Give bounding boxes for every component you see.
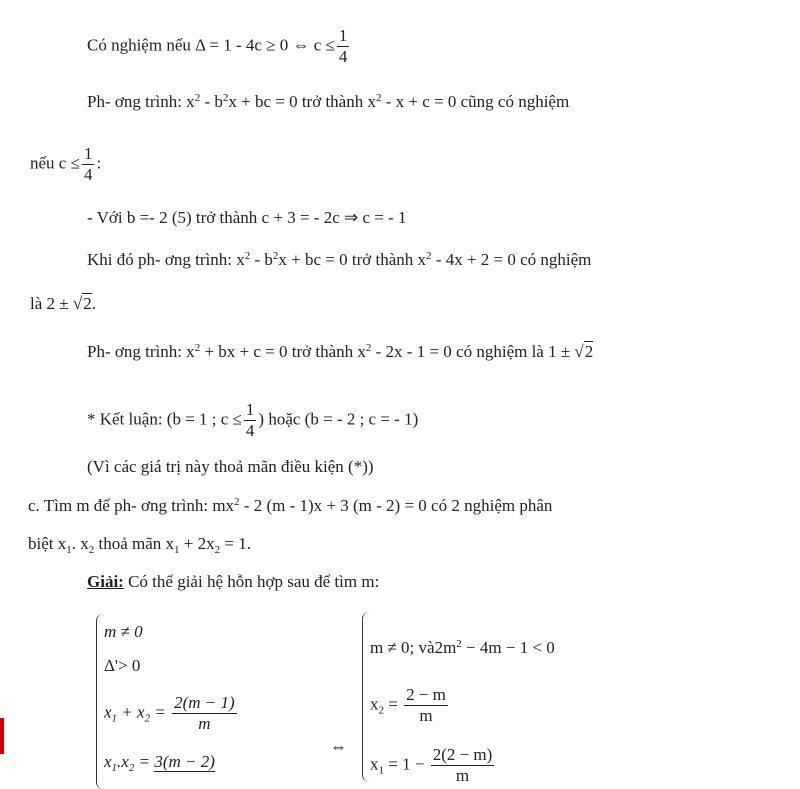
text: = [384, 694, 403, 714]
numerator: 1 [338, 26, 348, 45]
text: (Vì các giá trị này thoả mãn điều kiện (*)) [87, 457, 374, 476]
line-then-equation [87, 250, 591, 270]
sys-right-row-1 [370, 638, 555, 658]
text: * Kết luận: (b = 1 ; [87, 409, 221, 429]
sys-right-row-2 [370, 685, 450, 726]
sup: 2 [194, 92, 201, 104]
line-second-equation [87, 342, 593, 362]
line-condition-delta [87, 26, 351, 67]
sub: 2 [214, 544, 221, 556]
numerator: 2(2 − m) [432, 745, 493, 764]
fraction [82, 144, 95, 185]
solution-label: Giải: [87, 572, 124, 591]
text: m ≠ 0; và2m [370, 638, 457, 657]
text: - 2 (m - 1)x + 3 (m - 2) = 0 có 2 nghiệm phân [239, 496, 553, 515]
text: − 4m − 1 < 0 [461, 638, 555, 657]
denominator: 4 [338, 47, 348, 66]
text: . [91, 294, 96, 313]
text: = [150, 702, 171, 722]
text: c ≤ [220, 409, 242, 429]
text: - b [200, 92, 223, 111]
sub: 2 [128, 762, 135, 774]
sys-left-row-3 [104, 693, 239, 734]
line-part-c [28, 496, 552, 516]
sub: 2 [378, 704, 384, 717]
line-roots [30, 294, 96, 314]
equivalence-symbol: ⇔ [330, 737, 347, 756]
fraction [337, 26, 350, 67]
denominator: 4 [245, 421, 255, 440]
sup: 2 [244, 250, 251, 262]
denominator: m [198, 714, 211, 733]
text: x [104, 702, 112, 722]
line-reason [87, 457, 374, 477]
sub: 1 [174, 544, 180, 556]
text: Có nghiệm nếu Δ = 1 - 4c ≥ 0 ⇔ [87, 35, 314, 55]
text: là 2 ± √ [30, 294, 83, 313]
text: c. Tìm m để ph- ơng trình: mx [28, 496, 235, 515]
sup: 2 [272, 250, 279, 262]
text: x [104, 752, 112, 771]
sup: 2 [234, 496, 240, 508]
fraction [431, 745, 495, 786]
sqrt: 2 [83, 294, 92, 313]
line-part-c-cont [28, 534, 251, 554]
numerator: 2 − m [406, 685, 446, 704]
text: + bx + c = 0 trở thành x [200, 342, 366, 361]
text: x + bc = 0 trở thành x [228, 92, 376, 111]
text: Có thể giải hệ hỗn hợp sau để tìm m: [123, 572, 380, 591]
left-brace [96, 614, 103, 789]
sys-right-row-3 [370, 745, 496, 786]
sub: 2 [144, 712, 151, 725]
fraction [244, 400, 257, 441]
sub: 1 [378, 764, 384, 777]
sys-left-row-2: Δ'> 0 [104, 656, 141, 675]
text: = 1. [220, 534, 251, 553]
text: ) hoặc (b = - 2 ; c = - 1) [258, 409, 419, 429]
text: c ≤ [58, 153, 80, 173]
sqrt: 2 [584, 342, 594, 361]
text: Khi đó ph- ơng trình: x [87, 250, 245, 269]
sup: 2 [222, 92, 229, 104]
text: thoả mãn x [94, 534, 175, 553]
sys-left-row-4 [104, 752, 215, 772]
text: - 2x - 1 = 0 có nghiệm là 1 ± √ [371, 342, 584, 361]
fraction [404, 685, 448, 726]
sup: 2 [426, 250, 432, 262]
line-conclusion [87, 400, 418, 441]
denominator: 4 [83, 165, 93, 184]
sup: 2 [456, 638, 462, 650]
text: - 4x + 2 = 0 có nghiệm [431, 250, 592, 269]
text: = [134, 752, 155, 771]
text: - b [250, 250, 273, 269]
text: c ≤ [313, 35, 335, 55]
red-margin-mark [0, 718, 4, 754]
text: x + bc = 0 trở thành x [278, 250, 427, 269]
text: x [370, 694, 379, 714]
numerator: 3(m − 2) [154, 752, 215, 771]
numerator: 1 [245, 400, 255, 419]
text: + 2x [179, 534, 215, 553]
sub: 1 [66, 544, 72, 556]
sup: 2 [375, 92, 382, 104]
sup: 2 [194, 342, 201, 354]
text: : [96, 153, 102, 173]
text: Ph- ơng trình: x [87, 342, 195, 361]
denominator: m [455, 766, 470, 785]
text: - Với b =- 2 (5) trở thành c + 3 = - 2c ⇒ c = - 1 [87, 208, 407, 227]
line-solution-intro [87, 572, 379, 592]
fraction [172, 693, 237, 734]
right-brace [362, 612, 369, 782]
text: biệt x [28, 534, 67, 553]
denominator: m [419, 706, 433, 725]
text: + x [117, 702, 145, 722]
text: . x [71, 534, 89, 553]
numerator: 2(m − 1) [174, 693, 235, 712]
text: nếu [30, 153, 59, 173]
text: x [370, 754, 379, 774]
sub: 1 [111, 712, 118, 725]
numerator: 1 [83, 144, 93, 163]
sys-left-row-1: m ≠ 0 [104, 622, 143, 641]
line-case-b-minus-2 [87, 208, 407, 228]
text: Ph- ơng trình: x [87, 92, 195, 111]
sup: 2 [365, 342, 372, 354]
sub: 1 [111, 762, 118, 774]
sub: 2 [88, 544, 95, 556]
text: .x [117, 752, 129, 771]
line-equation-transform [87, 92, 569, 112]
text: - x + c = 0 cũng có nghiệm [381, 92, 570, 111]
line-condition-c [30, 144, 101, 185]
text: = 1 − [384, 754, 429, 774]
